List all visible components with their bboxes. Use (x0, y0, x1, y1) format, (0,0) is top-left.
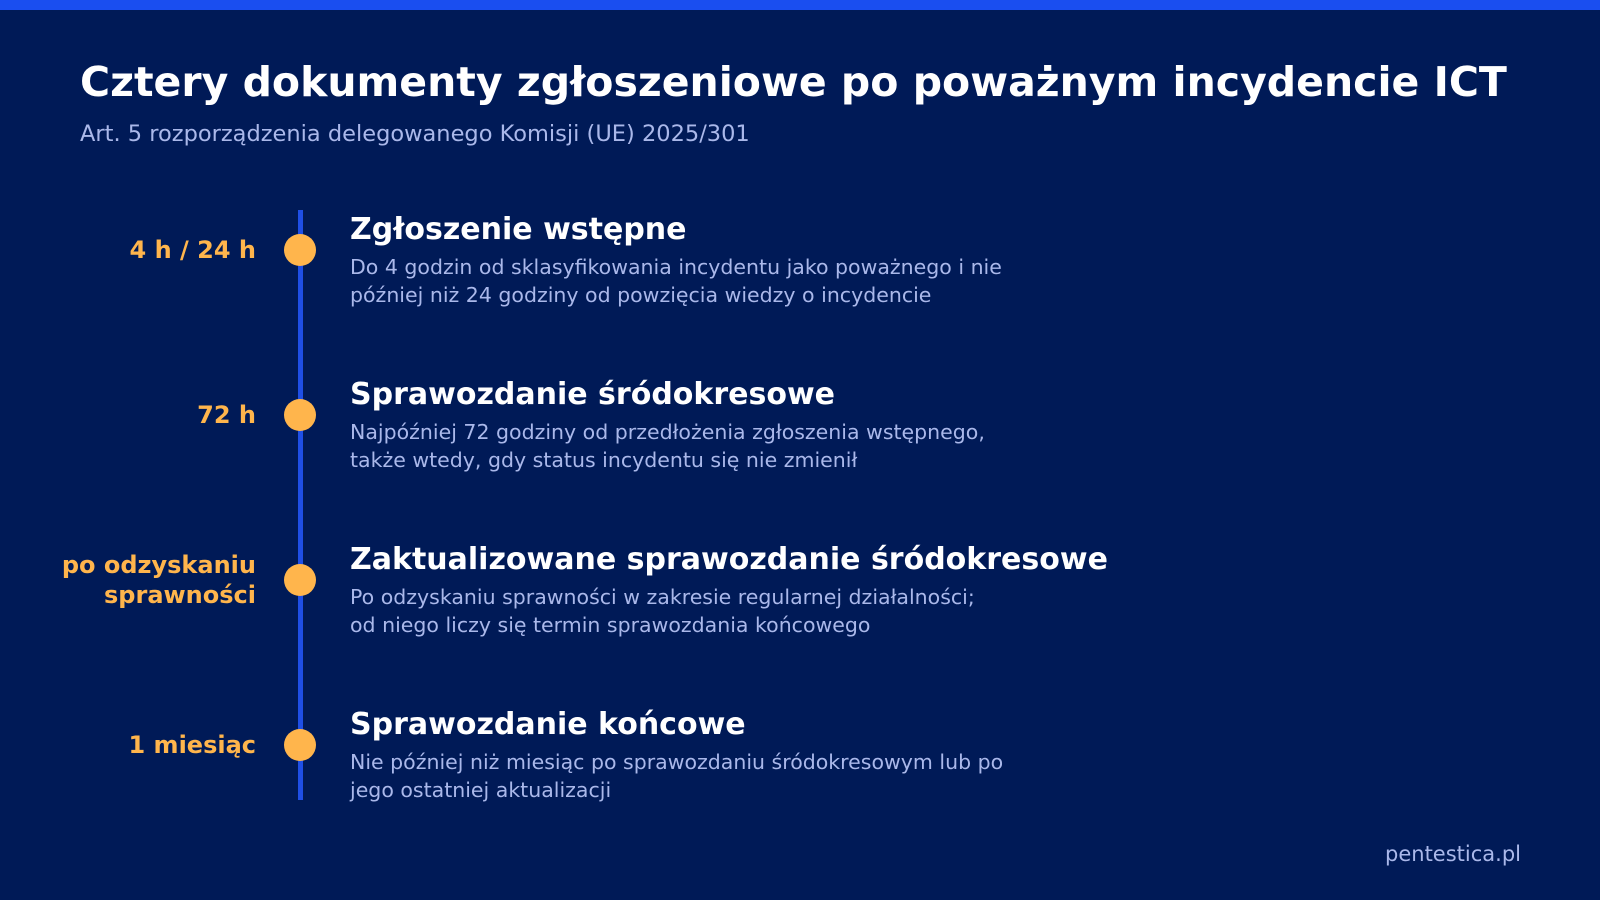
timeline-marker-dot (284, 234, 316, 266)
stage-deadline-line: 4 h / 24 h (129, 236, 256, 264)
stage-description-line: Do 4 godzin od sklasyfikowania incydentu jako poważnego i nie (350, 255, 1002, 279)
stage-description-line: od niego liczy się termin sprawozdania końcowego (350, 613, 871, 637)
stage-description (350, 253, 1110, 309)
timeline-marker-dot (284, 564, 316, 596)
timeline-stage-initial-notification (0, 214, 1600, 334)
timeline-marker-dot (284, 729, 316, 761)
timeline-marker-dot (284, 399, 316, 431)
page-subtitle: Art. 5 rozporządzenia delegowanego Komisji (UE) 2025/301 (80, 121, 750, 147)
stage-deadline-line: po odzyskaniu (61, 551, 256, 579)
stage-description-line: Po odzyskaniu sprawności w zakresie regularnej działalności; (350, 585, 975, 609)
stage-description-line: jego ostatniej aktualizacji (350, 778, 612, 802)
page-title: Cztery dokumenty zgłoszeniowe po poważnym incydencie ICT (80, 58, 1507, 106)
stage-deadline (0, 400, 256, 430)
stage-description-line: także wtedy, gdy status incydentu się nie zmienił (350, 448, 858, 472)
timeline-stage-final-report (0, 709, 1600, 829)
stage-title: Sprawozdanie końcowe (350, 707, 746, 742)
stage-description (350, 418, 1110, 474)
stage-title: Sprawozdanie śródokresowe (350, 377, 836, 412)
stage-deadline-line: 1 miesiąc (128, 731, 256, 759)
stage-description (350, 583, 1110, 639)
stage-deadline (0, 235, 256, 265)
stage-deadline (0, 730, 256, 760)
timeline-stage-updated-intermediate-report (0, 544, 1600, 664)
stage-title: Zgłoszenie wstępne (350, 212, 687, 247)
timeline-stage-intermediate-report (0, 379, 1600, 499)
stage-deadline-line: 72 h (197, 401, 256, 429)
stage-description-line: później niż 24 godziny od powzięcia wiedzy o incydencie (350, 283, 932, 307)
stage-deadline (0, 550, 256, 610)
stage-description (350, 748, 1110, 804)
footer-brand: pentestica.pl (1385, 842, 1521, 866)
stage-description-line: Najpóźniej 72 godziny od przedłożenia zgłoszenia wstępnego, (350, 420, 985, 444)
top-accent-bar (0, 0, 1600, 10)
stage-deadline-line: sprawności (104, 581, 256, 609)
stage-title: Zaktualizowane sprawozdanie śródokresowe (350, 542, 1108, 577)
stage-description-line: Nie później niż miesiąc po sprawozdaniu śródokresowym lub po (350, 750, 1004, 774)
